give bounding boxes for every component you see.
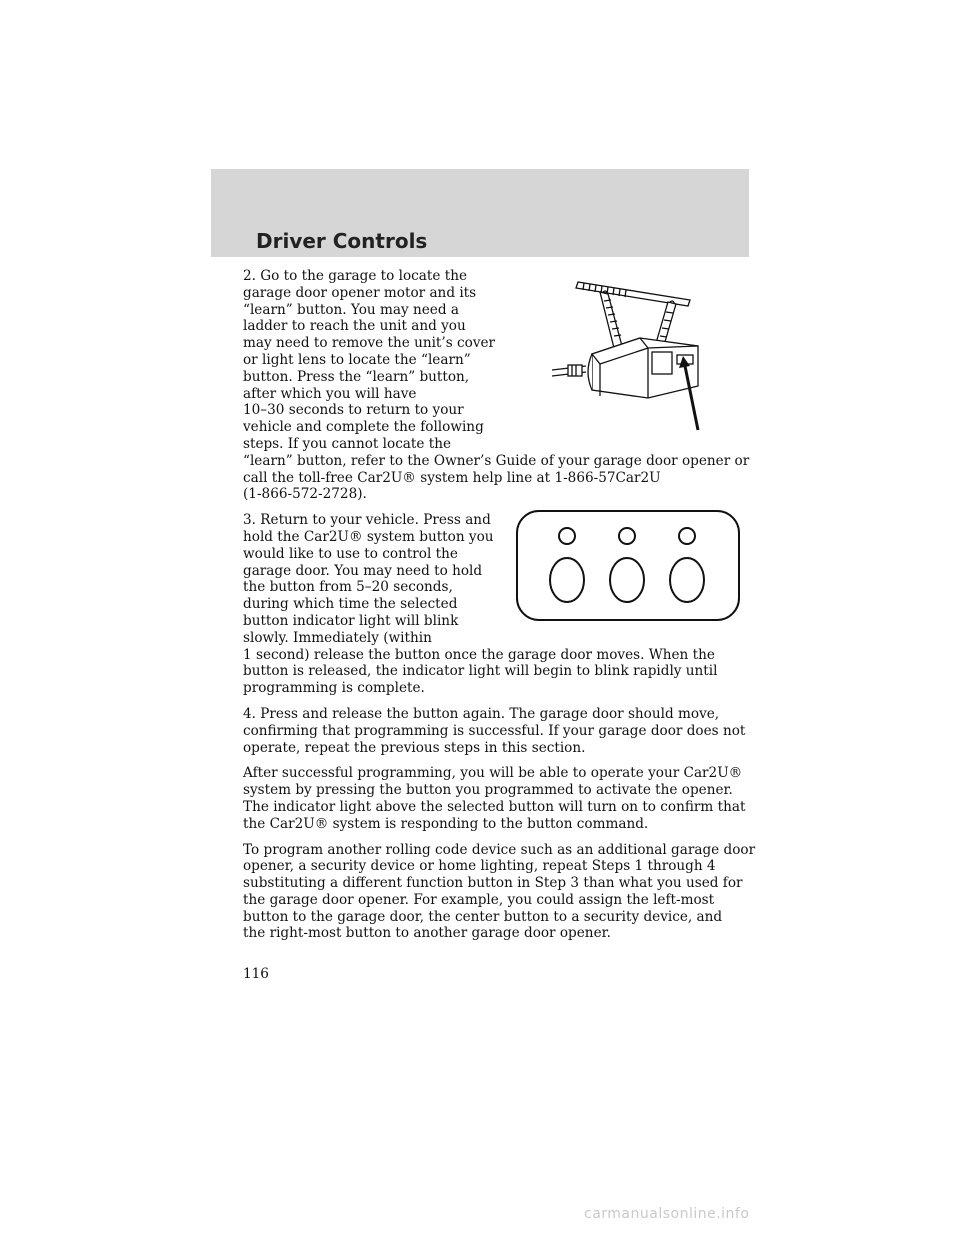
text-line: 4. Press and release the button again. The garage door should move, — [243, 705, 720, 722]
text-line: 10–30 seconds to return to your — [243, 402, 464, 419]
section-title: Driver Controls — [256, 229, 428, 253]
step-3-paragraph — [243, 512, 763, 697]
text-line: After successful programming, you will be able to operate your Car2U® — [243, 765, 743, 782]
text-line: “learn” button, refer to the Owner’s Guide of your garage door opener or — [243, 452, 750, 469]
text-line: the Car2U® system is responding to the button command. — [243, 815, 649, 832]
text-line: opener, a security device or home lighting, repeat Steps 1 through 4 — [243, 858, 716, 875]
text-line: during which time the selected — [243, 596, 458, 613]
text-line: programming is complete. — [243, 680, 425, 697]
text-line: steps. If you cannot locate the — [243, 435, 452, 452]
text-line: button indicator light will blink — [243, 612, 459, 629]
text-line: button is released, the indicator light will begin to blink rapidly until — [243, 663, 718, 680]
text-line: “learn” button. You may need a — [243, 301, 459, 318]
text-line: hold the Car2U® system button you — [243, 528, 494, 545]
text-line: vehicle and complete the following — [243, 419, 484, 436]
text-line: after which you will have — [243, 385, 417, 402]
watermark: carmanualsonline.info — [584, 1206, 750, 1222]
text-line: (1-866-572-2728). — [243, 486, 367, 503]
step-4-paragraph — [243, 706, 763, 756]
text-line: confirming that programming is successful. If your garage door does not — [243, 722, 746, 739]
text-line: ladder to reach the unit and you — [243, 318, 466, 335]
step-2-paragraph — [243, 268, 763, 503]
text-line: system by pressing the button you programmed to activate the opener. — [243, 782, 733, 799]
body-text — [243, 268, 763, 942]
text-line: the button from 5–20 seconds, — [243, 579, 453, 596]
text-line: To program another rolling code device such as an additional garage door — [243, 841, 756, 858]
text-line: would like to use to control the — [243, 545, 458, 562]
text-line: garage door. You may need to hold — [243, 562, 483, 579]
text-line: button to the garage door, the center button to a security device, and — [243, 908, 723, 925]
text-line: or light lens to locate the “learn” — [243, 351, 471, 368]
text-line: 3. Return to your vehicle. Press and — [243, 512, 491, 529]
text-line: garage door opener motor and its — [243, 284, 477, 301]
text-line: operate, repeat the previous steps in this section. — [243, 739, 586, 756]
text-line: substituting a different function button in Step 3 than what you used for — [243, 875, 743, 892]
text-line: call the toll-free Car2U® system help line at 1-866-57Car2U — [243, 469, 661, 486]
page-number: 116 — [243, 966, 269, 982]
after-programming-paragraph — [243, 765, 763, 832]
another-device-paragraph — [243, 842, 763, 943]
text-line: 2. Go to the garage to locate the — [243, 268, 467, 284]
text-line: the right-most button to another garage door opener. — [243, 925, 611, 942]
text-line: the garage door opener. For example, you could assign the left-most — [243, 891, 715, 908]
text-line: The indicator light above the selected button will turn on to confirm that — [243, 798, 746, 815]
text-line: button. Press the “learn” button, — [243, 368, 470, 385]
text-line: 1 second) release the button once the garage door moves. When the — [243, 646, 715, 663]
text-line: slowly. Immediately (within — [243, 629, 432, 646]
text-line: may need to remove the unit’s cover — [243, 335, 496, 352]
